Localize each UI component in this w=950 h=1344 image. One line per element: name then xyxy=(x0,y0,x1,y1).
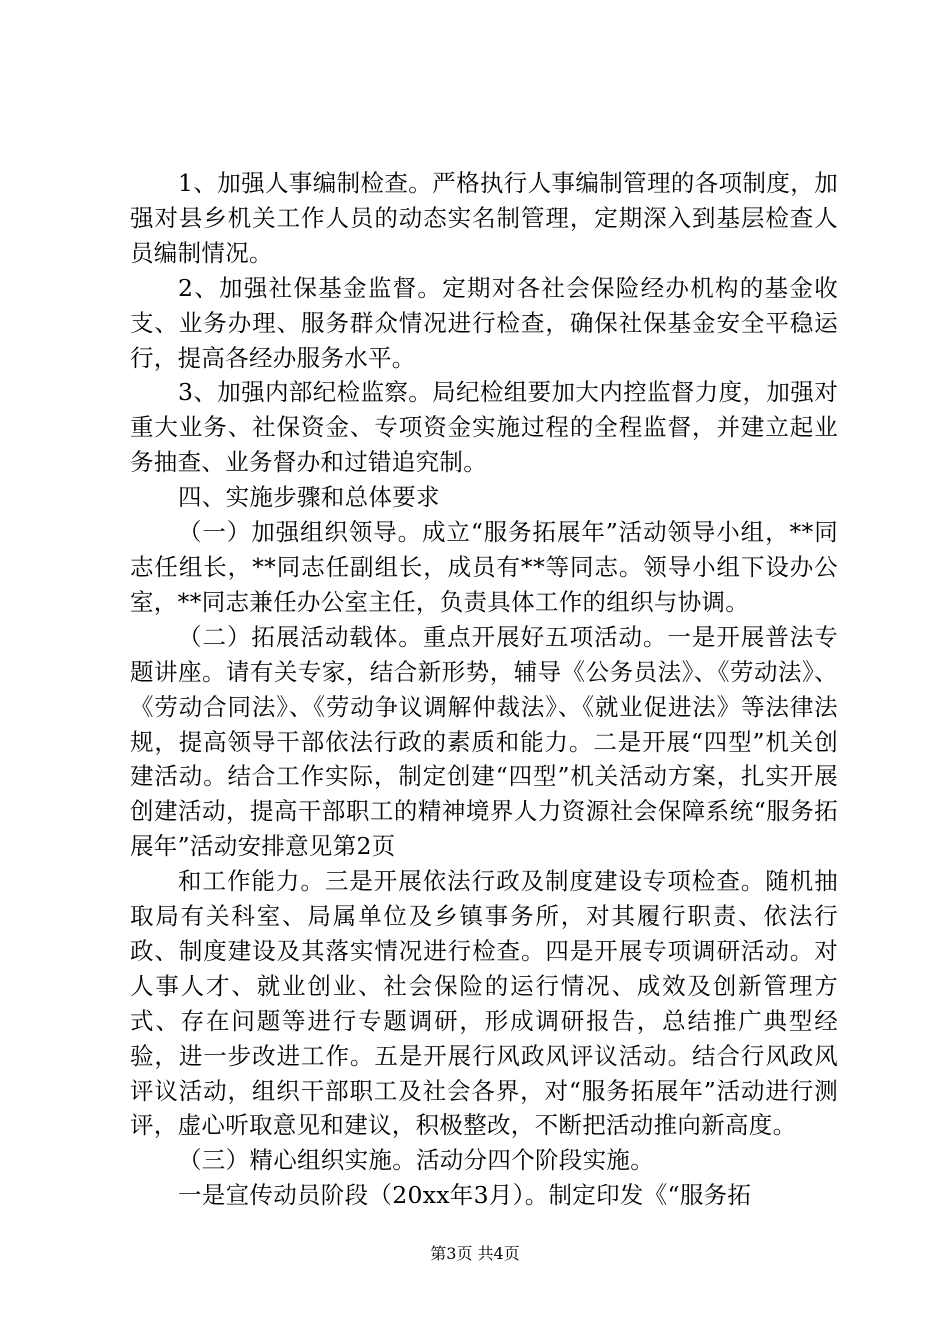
paragraph-personnel-check: 1、加强人事编制检查。严格执行人事编制管理的各项制度，加强对县乡机关工作人员的动态实名制管理，定期深入到基层检查人员编制情况。 xyxy=(130,169,838,267)
page-footer: 第3页 共4页 xyxy=(430,1244,520,1263)
section-heading-implementation: 四、实施步骤和总体要求 xyxy=(178,483,440,512)
paragraph-internal-discipline: 3、加强内部纪检监察。局纪检组要加大内控监督力度，加强对重大业务、社保资金、专项资金实施过程的全程监督，并建立起业务抽查、业务督办和过错追究制。 xyxy=(130,378,838,477)
paragraph-social-fund: 2、加强社保基金监督。定期对各社会保险经办机构的基金收支、业务办理、服务群众情况进行检查，确保社保基金安全平稳运行，提高各经办服务水平。 xyxy=(130,273,838,372)
paragraph-activities: （二）拓展活动载体。重点开展好五项活动。一是开展普法专题讲座。请有关专家，结合新形势，辅导《公务员法》、《劳动法》、《劳动合同法》、《劳动争议调解仲裁法》、《就业促进法》等法律法规，提高领导干部依法行政的素质和能力。二是开展“四型”机关创建活动。结合工作实际，制定创建“四型”机关活动方案，扎实开展创建活动，提高干部职工的精神境界人力资源社会保障系统“服务拓展年”活动安排意见第2页 xyxy=(130,622,838,861)
paragraph-work-ability: 和工作能力。三是开展依法行政及制度建设专项检查。随机抽取局有关科室、局属单位及乡镇事务所，对其履行职责、依法行政、制度建设及其落实情况进行检查。四是开展专项调研活动。对人事人才、就业创业、社会保险的运行情况、成效及创新管理方式、存在问题等进行专题调研，形成调研报告，总结推广典型经验，进一步改进工作。五是开展行风政风评议活动。结合行风政风评议活动，组织干部职工及社会各界，对“服务拓展年”活动进行测评，虚心听取意见和建议，积极整改，不断把活动推向新高度。 xyxy=(130,867,838,1140)
document-body xyxy=(130,166,838,1213)
paragraph-implementation-stages: （三）精心组织实施。活动分四个阶段实施。 xyxy=(178,1146,654,1175)
paragraph-stage-one: 一是宣传动员阶段（20xx年3月）。制定印发《“服务拓 xyxy=(178,1181,752,1210)
paragraph-organization: （一）加强组织领导。成立“服务拓展年”活动领导小组，**同志任组长，**同志任副组长，成员有**等同志。领导小组下设办公室，**同志兼任办公室主任，负责具体工作的组织与协调。 xyxy=(130,518,838,616)
